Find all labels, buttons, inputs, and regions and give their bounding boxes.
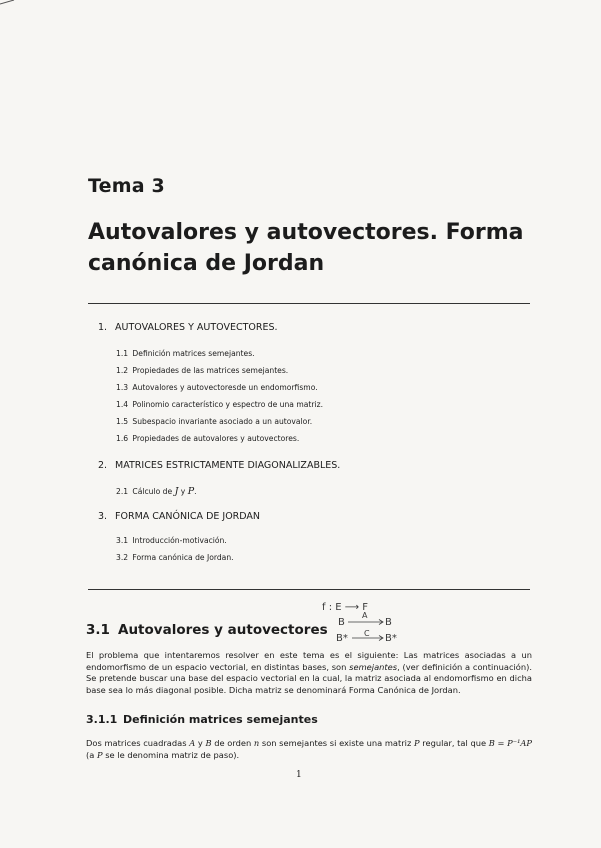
toc-item-1-4: 1.4 Polinomio característico y espectro de una matriz. [116, 400, 324, 409]
toc-section-3: 3. FORMA CANÓNICA DE JORDAN [98, 511, 261, 522]
top-divider [88, 303, 530, 304]
page-number: 1 [296, 770, 302, 780]
scan-corner-mark [0, 0, 30, 20]
section-heading: 3.1 Autovalores y autovectores [86, 622, 328, 638]
svg-text:B: B [338, 617, 345, 628]
handwritten-note [320, 598, 430, 648]
chapter-title: Autovalores y autovectores. Forma canónica de Jordan [88, 220, 524, 276]
svg-text:B: B [385, 617, 392, 628]
toc-item-3-1: 3.1 Introducción-motivación. [116, 536, 227, 545]
toc-item-1-5: 1.5 Subespacio invariante asociado a un autovalor. [116, 417, 313, 426]
svg-text:A: A [362, 611, 368, 620]
bottom-divider [88, 589, 530, 590]
toc-item-1-1: 1.1 Definición matrices semejantes. [116, 349, 255, 358]
toc-section-1: 1. AUTOVALORES Y AUTOVECTORES. [98, 322, 278, 333]
toc-item-2-1: 2.1 Cálculo de J y P. [116, 486, 197, 497]
definition-paragraph: Dos matrices cuadradas A y B de orden n son semejantes si existe una matriz P regular, tal que B = P⁻¹AP (a P se le denomina matriz de paso). [86, 738, 533, 760]
svg-text:f : E ⟶ F: f : E ⟶ F [322, 602, 369, 613]
chapter-label: Tema 3 [88, 175, 165, 197]
subsection-heading: 3.1.1 Definición matrices semejantes [86, 713, 318, 726]
toc-item-3-2: 3.2 Forma canónica de Jordan. [116, 553, 234, 562]
similarity-formula: B = P⁻¹AP [488, 738, 533, 748]
svg-text:B*: B* [385, 633, 397, 644]
toc-item-1-2: 1.2 Propiedades de las matrices semejantes. [116, 366, 289, 375]
svg-text:B*: B* [336, 633, 348, 644]
toc-item-1-3: 1.3 Autovalores y autovectoresde un endomorfismo. [116, 383, 318, 392]
toc-section-2: 2. MATRICES ESTRICTAMENTE DIAGONALIZABLES. [98, 460, 341, 471]
toc-item-1-6: 1.6 Propiedades de autovalores y autovectores. [116, 434, 300, 443]
svg-text:C: C [364, 629, 370, 638]
section-intro-paragraph: El problema que intentaremos resolver en este tema es el siguiente: Las matrices asociadas a un endomorfismo de un espacio vectorial, en distintas bases, son semejantes, (ver definición a continuación). Se pretende buscar una base del espacio vectorial en la cual, la matriz asociada al endomorfismo en dicha base sea lo más diagonal posible. Dicha matriz se denominará Forma Canónica de Jordan. [86, 650, 533, 695]
